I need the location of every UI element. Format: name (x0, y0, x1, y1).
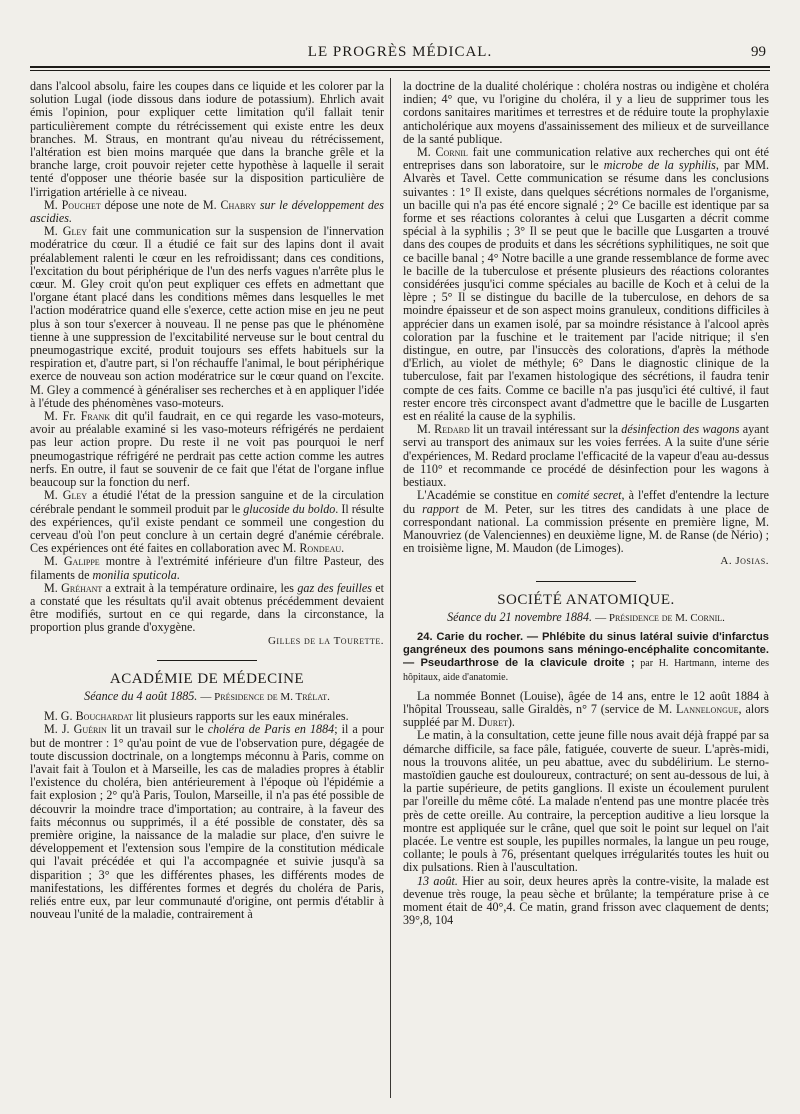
person-name: Gley (62, 488, 88, 503)
section-title: ACADÉMIE DE MÉDECINE (109, 670, 305, 687)
running-header (30, 44, 770, 66)
right-column (403, 80, 769, 927)
person-name: Galippe (63, 554, 100, 569)
paragraph: M. G. Bouchardat lit plusieurs rapports sur les eaux minérales. (44, 709, 349, 724)
observation-author: par H. Hartmann, interne des hôpitaux, aide d'anatomie. (403, 658, 769, 683)
paragraph: M. Redard lit un travail intéressant sur la désinfection des wagons ayant servi au transport des animaux sur les voies ferrées. A la suite d'une série d'expériences, M. Redard proclame l'efficacité de la vapeur d'eau au-dessus de 110° et recommande ce procédé de désinfection pour les wagons à bestiaux. (403, 422, 769, 490)
person-name: Pouchet (61, 197, 101, 212)
person-name: Gley (62, 224, 88, 239)
paragraph: L'Académie se constitue en comité secret, à l'effet d'entendre la lecture du rapport de M. Peter, sur les titres des candidats à une place de correspondant national. La commission présente en première ligne, M. Manouvriez (de Valenciennes) en deuxième ligne, M. de Ranse (de Nério) ; en troisième ligne, M. Maudon (de Limoges). (403, 488, 769, 556)
person-name: Gréhant (61, 580, 103, 595)
journal-title: LE PROGRÈS MÉDICAL. (307, 44, 493, 60)
paragraph: Le matin, à la consultation, cette jeune fille nous avait déjà frappé par sa démarche difficile, sa face pâle, fatiguée, couverte de sueur. L'après-midi, nous la trouvons alitée, un peu abattue, avec du subdélirium. Le sterno-mastoïdien gauche est douloureux, contracturé; on sent au-dessous de lui, à la partie supérieure, de petits ganglions. Il existe un écoulement purulent par l'oreille du même côté. La malade n'entend pas une montre placée très près de cette oreille. Au contraire, la perception auditive a lieu lorsque la montre est appliquée sur le crâne, quel que soit le point sur lequel on l'ait placée. Le ventre est souple, les pupilles normales, la langue un peu rouge, collante; le pouls à 76, présentant quelques irrégularités toutes les huit ou dix pulsations. Rien à l'auscultation. (403, 728, 769, 875)
person-name: Bouchardat (75, 709, 133, 724)
author-signature: Gilles de la Tourette. (267, 634, 384, 647)
paragraph: la doctrine de la dualité cholérique : choléra nostras ou indigène et choléra indien; 4° que, vu l'origine du choléra, il y a lieu de supprimer tous les cordons sanitaires maritimes et terrestres et de réduire toute la prophylaxie anticholérique aux moyens d'assainissement des milieux et de surveillance de la santé publique. (403, 79, 769, 146)
paragraph: M. J. Guérin lit un travail sur le choléra de Paris en 1884; il a pour but de montrer : 1° qu'au point de vue de l'observation pure, dégagée de toute discussion doctrinale, on a longtemps méconnu à Paris, comme on l'avait fait à Toulon et à Marseille, les cas de maladies propres à établir l'existence du choléra, bien antérieurement à l'époque où l'épidémie a fait explosion ; 2° qu'à Paris, Toulon, Marseille, il n'a pas été possible de découvrir la moindre trace d'importation; au contraire, à la faveur des faits méconnus ou supprimés, il a été possible de constater, dès sa première origine, la naissance de la maladie sur place, d'en suivre le développement et l'extension sous l'empire de la constitution médicale qui l'avait précédée et qui l'a accompagnée et suivie jusqu'à sa disparition ; 3° que les différentes phases, les différents modes de manifestations, les différentes formes et degrés du choléra de Paris, reliés entre eux, par leur communauté d'origine, ont permis d'établir à nouveau l'unité de la maladie, contrairement à (30, 722, 385, 922)
person-name: Guérin (73, 722, 107, 737)
person-name: Duret (478, 715, 508, 730)
paragraph: dans l'alcool absolu, faire les coupes dans ce liquide et les colorer par la solution Lugal (iode dissous dans iodure de potassium). Ehrlich avait émis l'opinion, pour expliquer cette limitation qu'il fallait tenir particulièrement compte du rétrécissement qui existe entre les deux branches. M. Straus, en montrant qu'au niveau du rétrécissement, l'altération est bien moins marquée que dans la branche grêle et la branche large, croit pouvoir rejeter cette hypothèse à laquelle il serait tenté d'opposer une théorie basée sur la disposition particulière de l'irrigation artérielle à ce niveau. (30, 79, 384, 199)
paragraph: La nommée Bonnet (Louise), âgée de 14 ans, entre le 12 août 1884 à l'hôpital Trousseau, salle Giraldès, n° 7 (service de M. Lannelongue, alors suppléé par M. Duret). (403, 688, 769, 730)
paragraph: 13 août. Hier au soir, deux heures après la contre-visite, la malade est devenue très rouge, la peau sèche et brûlante; la température prise à ce moment était de 40°,4. Ce matin, grand frisson avec claquement de dents; 39°,8, 104 (403, 873, 769, 928)
header-rule (30, 66, 770, 71)
session-line: Séance du 4 août 1885. — Présidence de M. Trélat. (84, 688, 330, 703)
section-divider (536, 581, 636, 582)
session-line: Séance du 21 novembre 1884. — Présidence de M. Cornil. (447, 609, 725, 624)
observation-title: 24. Carie du rocher. — Phlébite du sinus latéral suivie d'infarctus gangréneux des poumons sans méningo-encéphalite concomitante. — Pseudarthrose de la clavicule droite ; par H. Hartmann, interne des hôpitaux, aide d'anatomie. (403, 630, 769, 683)
left-column (30, 80, 384, 921)
section-title: SOCIÉTÉ ANATOMIQUE. (497, 591, 675, 608)
author-signature: A. Josias. (720, 555, 769, 568)
paragraph: M. Gley fait une communication sur la suspension de l'innervation modératrice du cœur. Il a étudié ce fait sur des lapins dont il avait préalablement ralenti le cœur en les refroidissant; dans ces conditions, l'excitation du bout périphérique de l'un des nerfs vagues n'arrête plus le cœur. M. Gley croit qu'on peut expliquer ces effets en admettant que l'organe étant placé dans les conditions mêmes dans lesquelles le met l'action modératrice quand elle s'exerce, cette action mise en jeu ne peut plus à son tour s'exercer à nouveau. Il ne pense pas que le phénomène tienne à une suppression de l'excitabilité nerveuse sur le bout central du pneumogastrique excité, produit toujours ses effets habituels sur la respiration et, d'autre part, si l'on réchauffe l'animal, le bout périphérique exerce de nouveau son action modératrice sur le cœur quand on l'excite. M. Gley a commencé à généraliser ses recherches et à en appliquer l'idée à l'étude des phénomènes vaso-moteurs. (30, 224, 384, 410)
paragraph: M. Pouchet dépose une note de M. Chabry sur le développement des ascidies. (30, 197, 385, 226)
person-name: Frank (80, 409, 111, 424)
person-name: Cornil (435, 145, 468, 160)
column-divider (390, 78, 391, 1098)
paragraph: M. Gley a étudié l'état de la pression sanguine et de la circulation cérébrale pendant le sommeil produit par le glucoside du boldo. Il résulte des expériences, qu'il existe pendant ce sommeil une congestion du cerveau d'où l'on peut conclure à un certain degré d'anémie cérébrale. Ces expériences ont été faites en collaboration avec M. Rondeau. (30, 488, 384, 556)
paragraph: M. Fr. Frank dit qu'il faudrait, en ce qui regarde les vaso-moteurs, avoir au préalable examiné si les vaso-moteurs réfrigérés ne perdaient pas leur action propre. Du reste il ne voit pas pourquoi le nerf pneumogastrique réfrigéré ne perdrait pas cette action comme les autres nerfs. En outre, il faut se souvenir de ce fait que l'état de l'organe influe beaucoup sur la fonction du nerf. (30, 409, 384, 490)
paragraph: M. Cornil fait une communication relative aux recherches qui ont été entreprises dans son laboratoire, sur le microbe de la syphilis, par MM. Alvarès et Tavel. Cette communication se résume dans les conclusions suivantes : 1° Il existe, dans quelques sécrétions normales de l'organisme, un bacille qui n'a pas été encore signalé ; 2° Ce bacille est identique par sa forme et ses réactions colorantes à celui que Lusgarten a décrit comme spécial à la syphilis ; 3° Il se peut que le bacille que Lusgarten a trouvé dans des coupes de produits et dans les sécrétions syphilitiques, ne soit que ce bacille banal ; 4° Notre bacille a une grande ressemblance de forme avec le bacille de la tuberculose et présente plusieurs des réactions colorantes considérées jusqu'ici comme spéciales au bacille de Koch et à celui de la lèpre ; 5° Il se distingue du bacille de la tuberculose, en dehors de sa moindre épaisseur et de son aspect moins granuleux, conditions difficiles à apprécier dans un examen isolé, par sa moindre résistance à l'alcool après coloration par la fuschine et le traitement par l'acide nitrique; il s'en distingue, en outre, par l'insuccès des colorations, d'après la méthode d'Erlich, au violet de méthyle; 6° Dans le diagnostic clinique de la tuberculose, fait par l'examen histologique des sécrétions, il faudra tenir compte de ces faits. Comme ce bacille n'a pas jusqu'ici été cultivé, il faut rester encore très circonspect avant d'admettre que le bacille de Lusgarten est en réalité la cause de la syphilis. (403, 145, 769, 424)
person-name: Chabry (220, 197, 257, 212)
paragraph: M. Galippe montre à l'extrémité inférieure d'un filtre Pasteur, des filaments de monilia sputicola. (30, 554, 384, 582)
person-name: Redard (434, 422, 470, 437)
paragraph: M. Gréhant a extrait à la température ordinaire, les gaz des feuilles et a constaté que les résultats qu'il avait obtenus précédemment devaient être modifiés, surtout en ce qui regarde, dans la circonstance, la proportion plus grande d'oxygène. (30, 580, 384, 635)
person-name: Rondeau (299, 541, 342, 556)
person-name: Lannelongue (676, 701, 739, 716)
page-number: 99 (751, 44, 766, 60)
section-divider (157, 660, 257, 661)
